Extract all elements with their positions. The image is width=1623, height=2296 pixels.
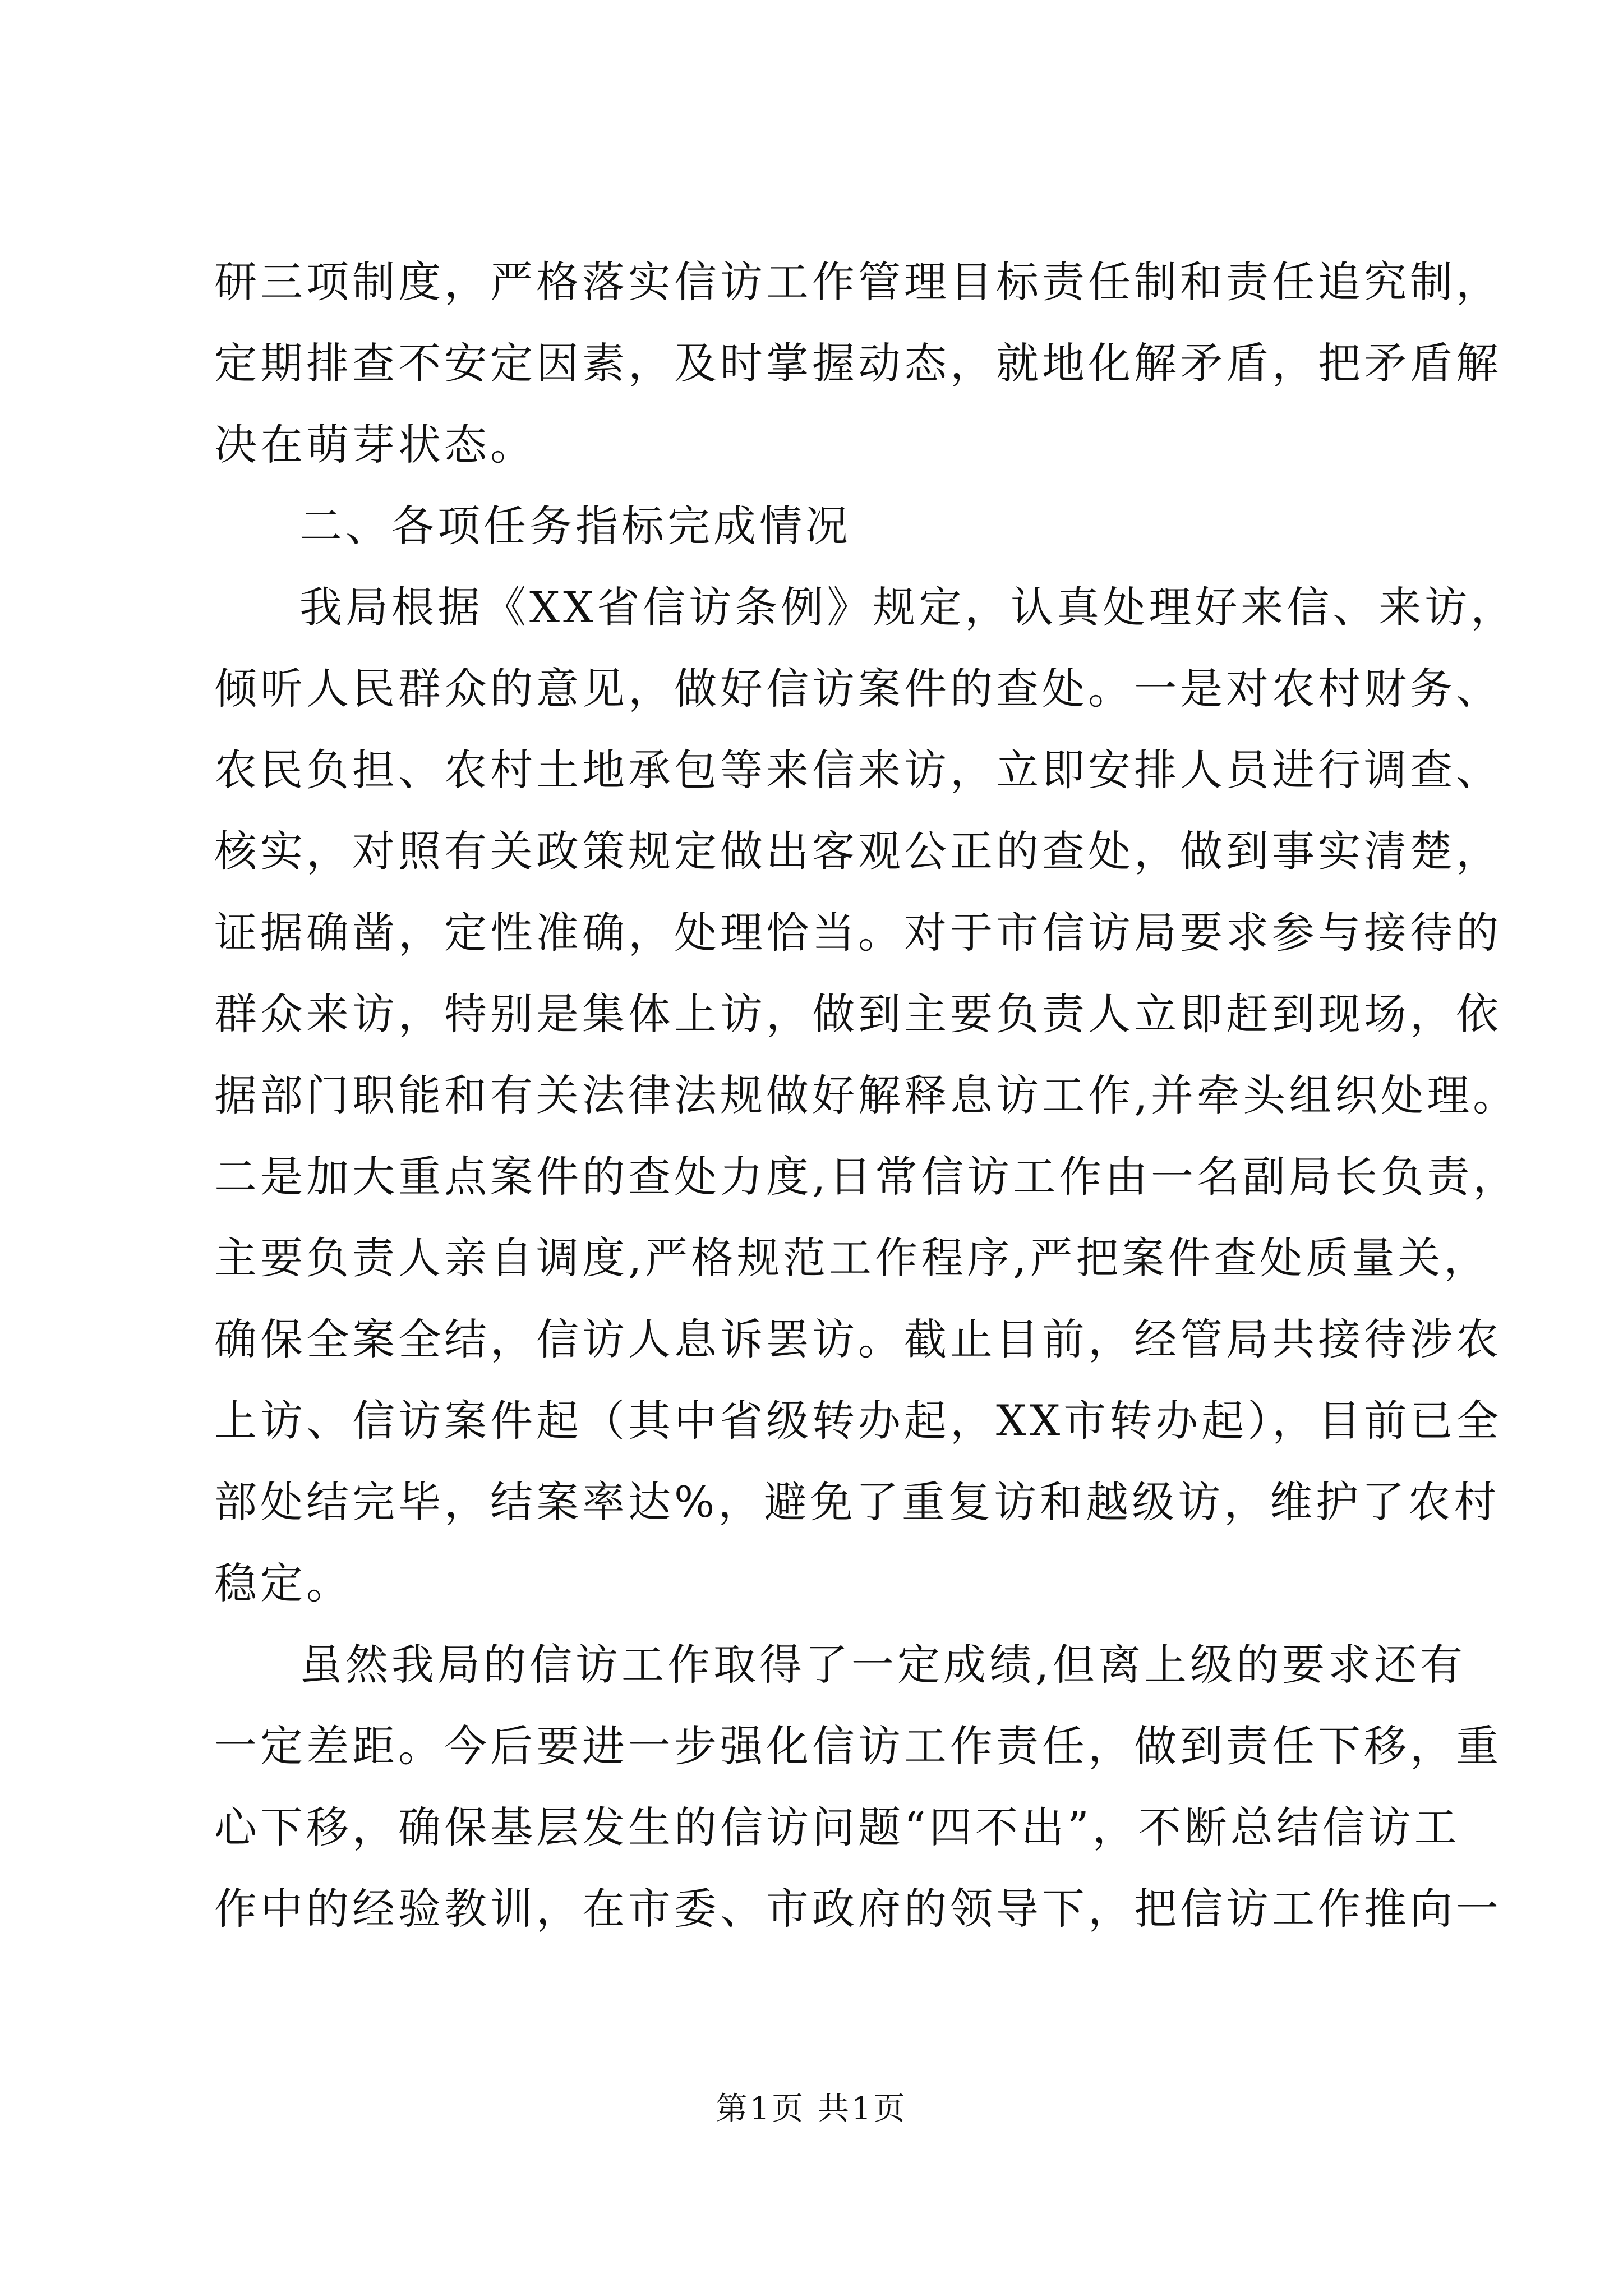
page-footer [0,2087,1623,2132]
text-line: 部处结完毕，结案率达%，避免了重复访和越级访，维护了农村 [214,1477,1500,1527]
text-line: 一定差距。今后要进一步强化信访工作责任，做到责任下移，重 [214,1721,1502,1771]
text-line: 群众来访，特别是集体上访，做到主要负责人立即赶到现场，依 [214,989,1502,1039]
text-line: 作中的经验教训，在市委、市政府的领导下，把信访工作推向一 [214,1884,1502,1934]
text-line: 倾听人民群众的意见，做好信访案件的查处。一是对农村财务、 [214,664,1502,714]
paragraph-3 [214,1624,1502,1949]
text-line: 心下移，确保基层发生的信访问题“四不出”，不断总结信访工 [214,1802,1460,1852]
document-body [214,241,1519,1949]
paragraph-1 [214,241,1502,485]
text-line: 二是加大重点案件的查处力度,日常信访工作由一名副局长负责， [214,1152,1519,1202]
text-line: 确保全案全结，信访人息诉罢访。截止目前，经管局共接待涉农 [214,1314,1502,1364]
text-line: 定期排查不安定因素，及时掌握动态，就地化解矛盾，把矛盾解 [214,338,1502,388]
text-line: 上访、信访案件起（其中省级转办起，XX市转办起），目前已全 [214,1396,1502,1446]
text-line: 主要负责人亲自调度,严格规范工作程序,严把案件查处质量关， [214,1233,1490,1283]
text-line: 虽然我局的信访工作取得了一定成绩,但离上级的要求还有 [299,1640,1467,1690]
text-line: 决在萌芽状态。 [214,420,536,470]
text-line: 研三项制度，严格落实信访工作管理目标责任制和责任追究制， [214,257,1502,307]
page-number: 第1页 共1页 [716,2091,907,2127]
text-line: 我局根据《XX省信访条例》规定，认真处理好来信、来访， [299,582,1517,632]
text-line: 据部门职能和有关法律法规做好解释息访工作,并牵头组织处理。 [214,1070,1519,1120]
text-line: 稳定。 [214,1558,352,1608]
text-line: 核实，对照有关政策规定做出客观公正的查处，做到事实清楚， [214,826,1502,876]
section-heading: 二、各项任务指标完成情况 [299,501,851,551]
paragraph-2 [214,567,1519,1624]
text-line: 农民负担、农村土地承包等来信来访，立即安排人员进行调查、 [214,745,1502,795]
text-line: 证据确凿，定性准确，处理恰当。对于市信访局要求参与接待的 [214,908,1502,958]
